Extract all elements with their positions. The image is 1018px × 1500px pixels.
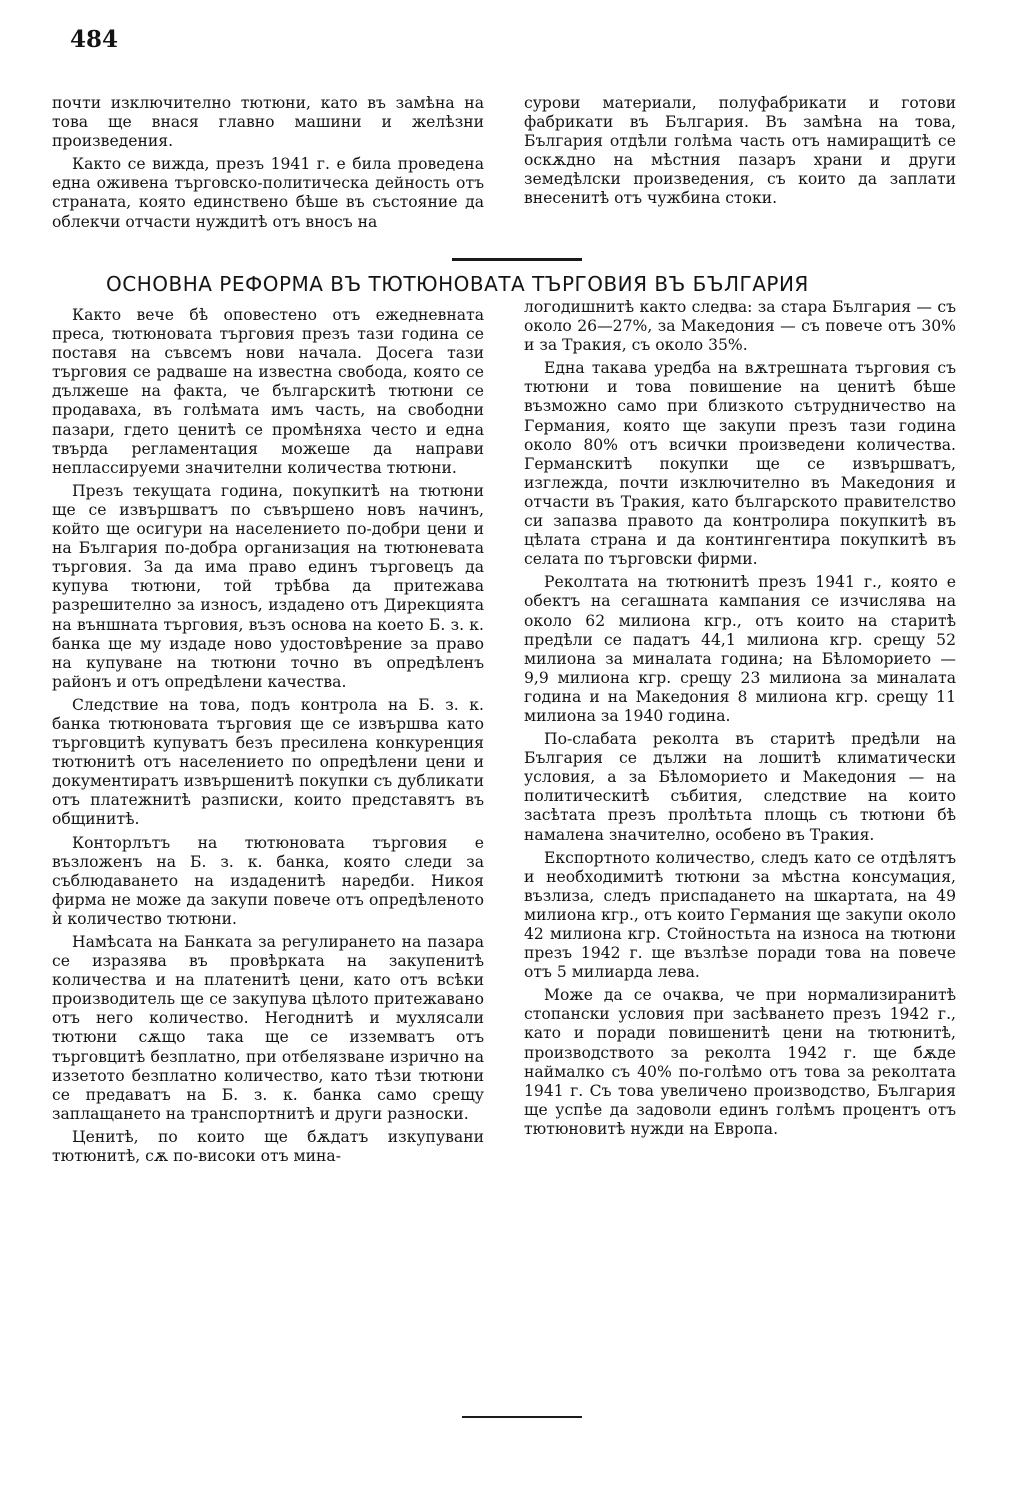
paragraph: Презъ текущата година, покупкитѣ на тютюни ще се извършватъ по съвършено новъ начинъ, който ще осигури на населението по-добри цени и на България по-добра организация на тютюневата търговия. За да има право единъ търговецъ да купува тютюни, той трѣбва да притежава разрешително за износъ, издадено отъ Дирекцията на външната търговия, възъ основа на което Б. з. к. банка ще му издаде ново удостовѣрение за право на купуване на тютюни точно въ опредѣленъ районъ и отъ опредѣлени качества. bbox=[52, 481, 484, 691]
paragraph: Може да се очаква, че при нормализиранитѣ стопански условия при засѣването презъ 1942 г., като и поради повишенитѣ цени на тютюнитѣ, производството за реколта 1942 г. ще бѫде наймалко съ 40% по-голѣмо отъ това за реколтата 1941 г. Съ това увеличено производство, България ще успѣе да задоволи единъ голѣмъ процентъ отъ тютюновитѣ нужди на Европа. bbox=[524, 986, 956, 1138]
paragraph: По-слабата реколта въ старитѣ предѣли на България се дължи на лошитѣ климатически условия, а за Бѣломорието и Македония — на политическитѣ събития, следствие на които засѣтата презъ пролѣтьта площь съ тютюни бѣ намалена значително, особено въ Тракия. bbox=[524, 730, 956, 844]
page-number: 484 bbox=[70, 26, 119, 53]
article-left-column bbox=[52, 306, 484, 1170]
paragraph: Една такава уредба на вѫтрешната търговия съ тютюни и това повишение на ценитѣ бѣше възможно само при близкото сътрудничество на Германия, която ще закупи презъ тази година около 80% отъ всички произведени количества. Германскитѣ покупки ще се извършватъ, изглежда, почти изключително въ Македония и отчасти въ Тракия, като българското правителство си запазва правото да контролира покупкитѣ въ цѣлата страна и да контингентира покупкитѣ въ селата по търговски фирми. bbox=[524, 359, 956, 569]
top-right-column bbox=[524, 94, 956, 213]
top-left-column bbox=[52, 94, 484, 236]
paragraph: почти изключително тютюни, като въ замѣна на това ще внася главно машини и желѣзни произведения. bbox=[52, 94, 484, 151]
article-headline: ОСНОВНА РЕФОРМА ВЪ ТЮТЮНОВАТА ТЪРГОВИЯ ВЪ БЪЛГАРИЯ bbox=[106, 272, 809, 296]
article-right-column bbox=[524, 298, 956, 1143]
paragraph: Както се вижда, презъ 1941 г. е била проведена една оживена търговско-политическа дейность отъ страната, която единствено бѣше въ състояние да облекчи отчасти нуждитѣ отъ вносъ на bbox=[52, 155, 484, 231]
section-divider bbox=[452, 258, 582, 261]
paragraph: Намѣсата на Банката за регулирането на пазара се изразява въ провѣрката на закупенитѣ количества и на платенитѣ цени, като отъ всѣки производитель ще се закупува цѣлото притежавано отъ него количество. Негоднитѣ и мухлясали тютюни сѫщо така ще се изземватъ отъ търговцитѣ безплатно, при отбелязване изрично на иззетото безплатно количество, като тѣзи тютюни се предаватъ на Б. з. к. банка само срещу заплащането на транспортнитѣ и други разноски. bbox=[52, 933, 484, 1123]
paragraph: логодишнитѣ както следва: за стара България — съ около 26—27%, за Македония — съ повече отъ 30% и за Тракия, съ около 35%. bbox=[524, 298, 956, 355]
end-divider bbox=[462, 1416, 582, 1418]
paragraph: Ценитѣ, по които ще бѫдатъ изкупувани тютюнитѣ, сѫ по-високи отъ мина- bbox=[52, 1127, 484, 1166]
paragraph: сурови материали, полуфабрикати и готови фабрикати въ България. Въ замѣна на това, България отдѣли голѣма часть отъ намиращитѣ се оскѫдно на мѣстния пазаръ храни и други земедѣлски произведения, съ които да заплати внесенитѣ отъ чужбина стоки. bbox=[524, 94, 956, 208]
paragraph: Следствие на това, подъ контрола на Б. з. к. банка тютюновата търговия ще се извършва като търговцитѣ купуватъ безъ пресилена конкуренция тютюнитѣ отъ населението по опредѣлени цени и документиратъ извършенитѣ покупки съ дубликати отъ платежнитѣ разписки, които представятъ въ общинитѣ. bbox=[52, 695, 484, 829]
paragraph: Реколтата на тютюнитѣ презъ 1941 г., която е обектъ на сегашната кампания се изчислява на около 62 милиона кгр., отъ които на старитѣ предѣли се падатъ 44,1 милиона кгр. срещу 52 милиона за миналата година; на Бѣломорието — 9,9 милиона кгр. срещу 23 милиона за миналата година и на Македония 8 милиона кгр. срещу 11 милиона за 1940 година. bbox=[524, 573, 956, 725]
paragraph: Конторлътъ на тютюновата търговия е възложенъ на Б. з. к. банка, която следи за съблюдаването на издаденитѣ наредби. Никоя фирма не може да закупи повече отъ опредѣленото ѝ количество тютюни. bbox=[52, 833, 484, 928]
paragraph: Както вече бѣ оповестено отъ ежедневната преса, тютюновата търговия презъ тази година се поставя на съвсемъ нови начала. Досега тази търговия се радваше на известна свобода, която се дължеше на факта, че българскитѣ тютюни се продаваха, въ голѣмата имъ часть, на свободни пазари, гдето ценитѣ се промѣняха често и една твърда регламентация можеше да направи неплассируеми значителни количества тютюни. bbox=[52, 306, 484, 477]
paragraph: Експортното количество, следъ като се отдѣлятъ и необходимитѣ тютюни за мѣстна консумация, възлиза, следъ приспадането на шкартата, на 49 милиона кгр., отъ които Германия ще закупи около 42 милиона кгр. Стойностьта на износа на тютюни презъ 1942 г. ще възлѣзе поради това на повече отъ 5 милиарда лева. bbox=[524, 848, 956, 982]
